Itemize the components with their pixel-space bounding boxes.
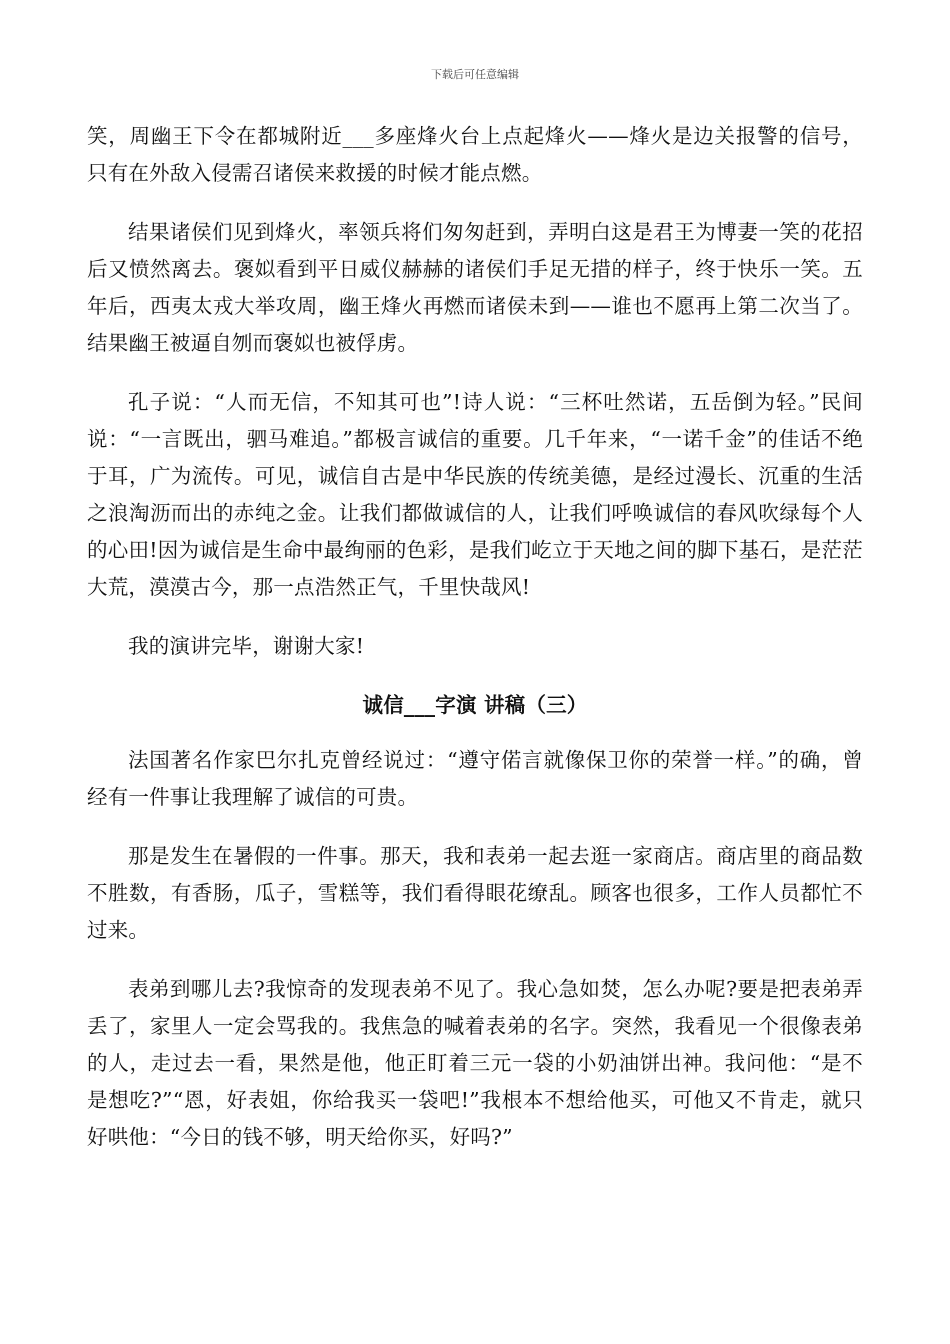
paragraph: 笑，周幽王下令在都城附近___多座烽火台上点起烽火——烽火是边关报警的信号，只有在外敌入侵需召诸侯来救援的时候才能点燃。 <box>87 124 863 185</box>
page-header: 下载后可任意编辑 <box>431 68 519 81</box>
paragraph: 那是发生在暑假的一件事。那天，我和表弟一起去逛一家商店。商店里的商品数不胜数，有香肠，瓜子，雪糕等，我们看得眼花缭乱。顾客也很多，工作人员都忙不过来。 <box>87 844 863 942</box>
document-body <box>87 118 863 1178</box>
paragraph: 孔子说：“人而无信，不知其可也”!诗人说：“三杯吐然诺，五岳倒为轻。”民间说：“一言既出，驷马难追。”都极言诚信的重要。几千年来，“一诺千金”的佳话不绝于耳，广为流传。可见，诚信自古是中华民族的传统美德，是经过漫长、沉重的生活之浪淘沥而出的赤纯之金。让我们都做诚信的人，让我们呼唤诚信的春风吹绿每个人的心田!因为诚信是生命中最绚丽的色彩，是我们屹立于天地之间的脚下基石，是茫茫大荒，漠漠古今，那一点浩然正气，千里快哉风! <box>87 390 863 599</box>
paragraph: 表弟到哪儿去?我惊奇的发现表弟不见了。我心急如焚，怎么办呢?要是把表弟弄丢了，家里人一定会骂我的。我焦急的喊着表弟的名字。突然，我看见一个很像表弟的人，走过去一看，果然是他，他正盯着三元一袋的小奶油饼出神。我问他：“是不是想吃?”“恩，好表姐，你给我买一袋吧!”我根本不想给他买，可他又不肯走，就只好哄他：“今日的钱不够，明天给你买，好吗?” <box>87 977 863 1149</box>
paragraph: 法国著名作家巴尔扎克曾经说过：“遵守偌言就像保卫你的荣誉一样。”的确，曾经有一件事让我理解了诚信的可贵。 <box>87 748 863 809</box>
paragraph: 结果诸侯们见到烽火，率领兵将们匆匆赶到，弄明白这是君王为博妻一笑的花招后又愤然离去。褒姒看到平日威仪赫赫的诸侯们手足无措的样子，终于快乐一笑。五年后，西夷太戎大举攻周，幽王烽火再燃而诸侯未到——谁也不愿再上第二次当了。结果幽王被逼自刎而褒姒也被俘虏。 <box>87 220 863 355</box>
paragraph: 我的演讲完毕，谢谢大家! <box>128 634 365 658</box>
section-title: 诚信___字演 讲稿（三） <box>362 693 588 717</box>
